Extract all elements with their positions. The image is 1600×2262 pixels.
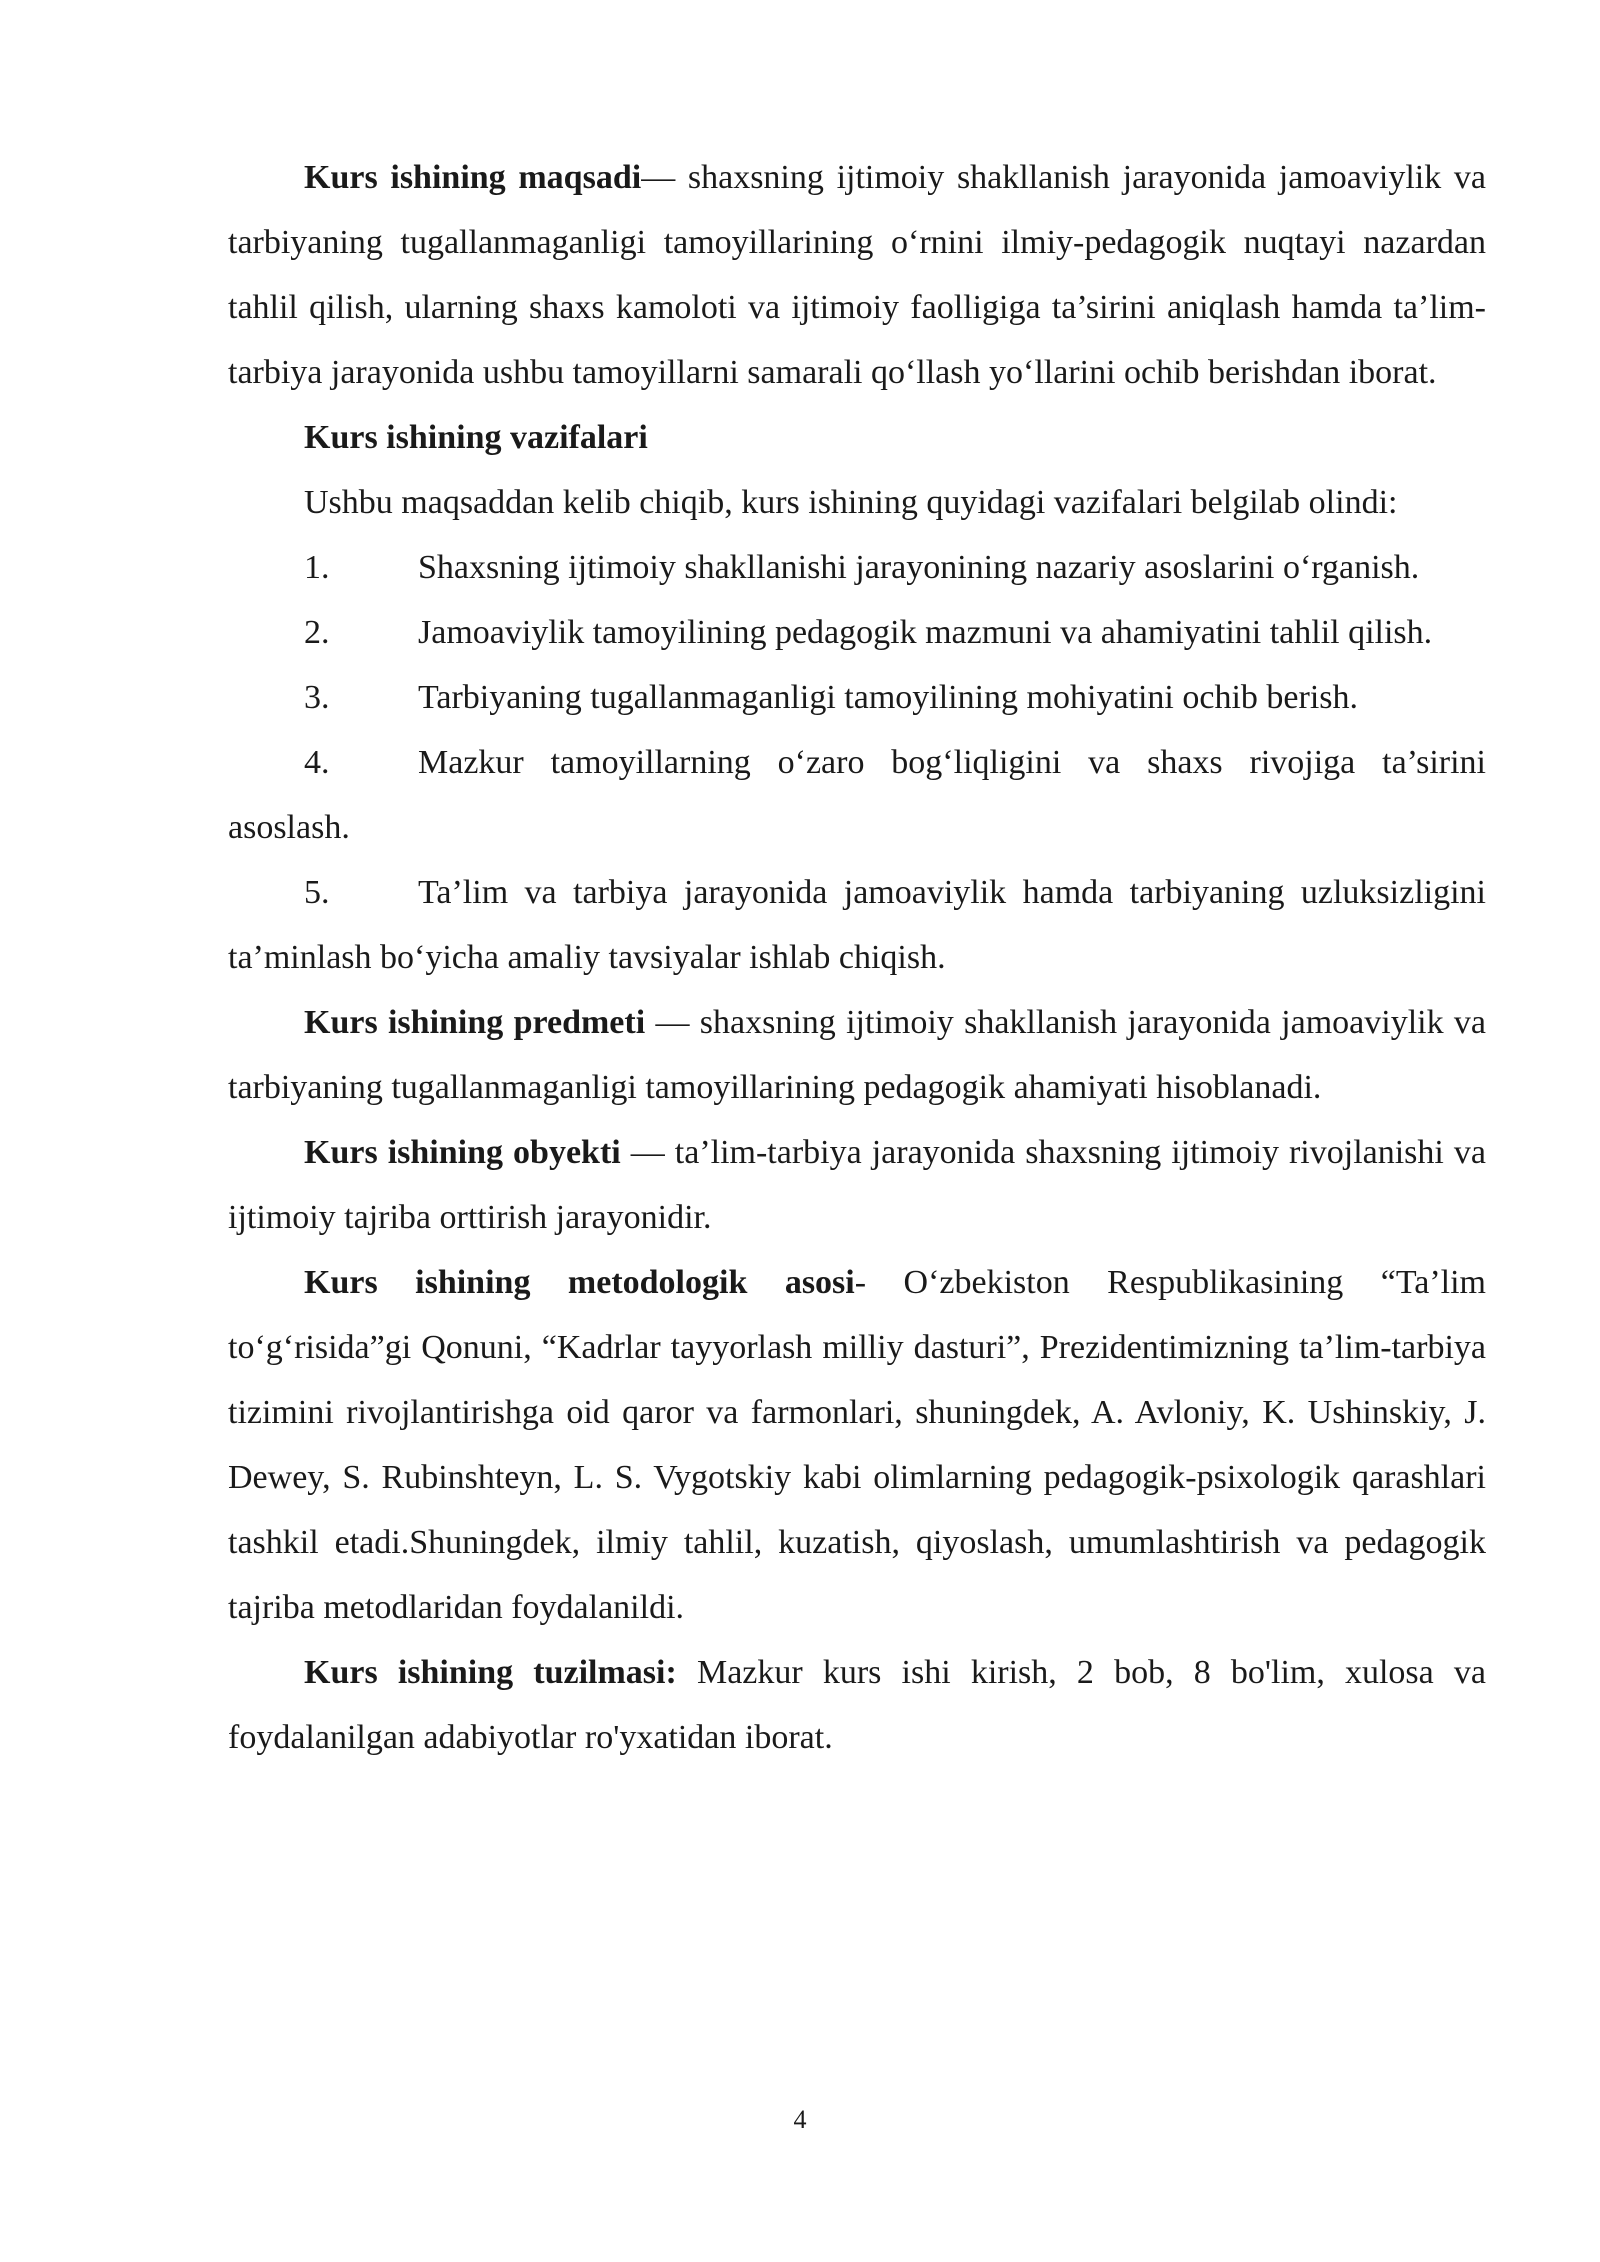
task-number: 4. bbox=[304, 744, 330, 781]
object-label: Kurs ishining obyekti bbox=[304, 1134, 621, 1171]
subject-text: — shaxsning ijtimoiy shakllanish jarayonida jamoaviylik va tarbiyaning tugallanmaganligi tamoyillarining pedagogik ahamiyati hisoblanadi. bbox=[228, 1004, 1486, 1106]
task-text: Shaxsning ijtimoiy shakllanishi jarayonining nazariy asoslarini o‘rganish. bbox=[418, 549, 1420, 586]
task-item bbox=[228, 860, 1486, 990]
methodology-label: Kurs ishining metodologik asosi bbox=[304, 1264, 855, 1301]
methodology-text: - O‘zbekiston Respublikasining “Ta’lim to‘g‘risida”gi Qonuni, “Kadrlar tayyorlash milliy dasturi”, Prezidentimizning ta’lim-tarbiya tizimini rivojlantirishga oid qaror va farmonlari, shuningdek, A. Avloniy, K. Ushinskiy, J. Dewey, S. Rubinshteyn, L. S. Vygotskiy kabi olimlarning pedagogik-psixologik qarashlari tashkil etadi.Shuningdek, ilmiy tahlil, kuzatish, qiyoslash, umumlashtirish va pedagogik tajriba metodlaridan foydalanildi. bbox=[228, 1264, 1486, 1626]
goal-text: — shaxsning ijtimoiy shakllanish jarayonida jamoaviylik va tarbiyaning tugallanmaganligi tamoyillarining o‘rnini ilmiy-pedagogik nuqtayi nazardan tahlil qilish, ularning shaxs kamoloti va ijtimoiy faolligiga ta’sirini aniqlash hamda ta’lim-tarbiya jarayonida ushbu tamoyillarni samarali qo‘llash yo‘llarini ochib berishdan iborat. bbox=[228, 159, 1486, 391]
subject-paragraph bbox=[228, 990, 1486, 1120]
task-item bbox=[228, 535, 1486, 600]
structure-text: Mazkur kurs ishi kirish, 2 bob, 8 bo'lim, xulosa va foydalanilgan adabiyotlar ro'yxatidan iborat. bbox=[228, 1654, 1486, 1756]
task-item bbox=[228, 665, 1486, 730]
object-paragraph bbox=[228, 1120, 1486, 1250]
task-number: 3. bbox=[304, 679, 330, 716]
task-text: Tarbiyaning tugallanmaganligi tamoyilining mohiyatini ochib berish. bbox=[418, 679, 1358, 716]
task-number: 1. bbox=[304, 549, 330, 586]
task-number: 5. bbox=[304, 874, 330, 911]
methodology-paragraph bbox=[228, 1250, 1486, 1640]
task-item bbox=[228, 730, 1486, 860]
task-text: Ta’lim va tarbiya jarayonida jamoaviylik hamda tarbiyaning uzluksizligini ta’minlash bo‘yicha amaliy tavsiyalar ishlab chiqish. bbox=[228, 874, 1486, 976]
goal-paragraph bbox=[228, 145, 1486, 405]
structure-paragraph bbox=[228, 1640, 1486, 1770]
page-number: 4 bbox=[793, 2105, 807, 2134]
goal-label: Kurs ishining maqsadi bbox=[304, 159, 642, 196]
task-item bbox=[228, 600, 1486, 665]
object-text: — ta’lim-tarbiya jarayonida shaxsning ijtimoiy rivojlanishi va ijtimoiy tajriba orttirish jarayonidir. bbox=[228, 1134, 1486, 1236]
document-page bbox=[228, 145, 1486, 1770]
structure-label: Kurs ishining tuzilmasi: bbox=[304, 1654, 677, 1691]
task-number: 2. bbox=[304, 614, 330, 651]
tasks-heading: Kurs ishining vazifalari bbox=[304, 419, 648, 456]
task-text: Jamoaviylik tamoyilining pedagogik mazmuni va ahamiyatini tahlil qilish. bbox=[418, 614, 1433, 651]
task-text: Mazkur tamoyillarning o‘zaro bog‘liqligini va shaxs rivojiga ta’sirini asoslash. bbox=[228, 744, 1486, 846]
tasks-intro: Ushbu maqsaddan kelib chiqib, kurs ishining quyidagi vazifalari belgilab olindi: bbox=[304, 484, 1398, 521]
subject-label: Kurs ishining predmeti bbox=[304, 1004, 646, 1041]
